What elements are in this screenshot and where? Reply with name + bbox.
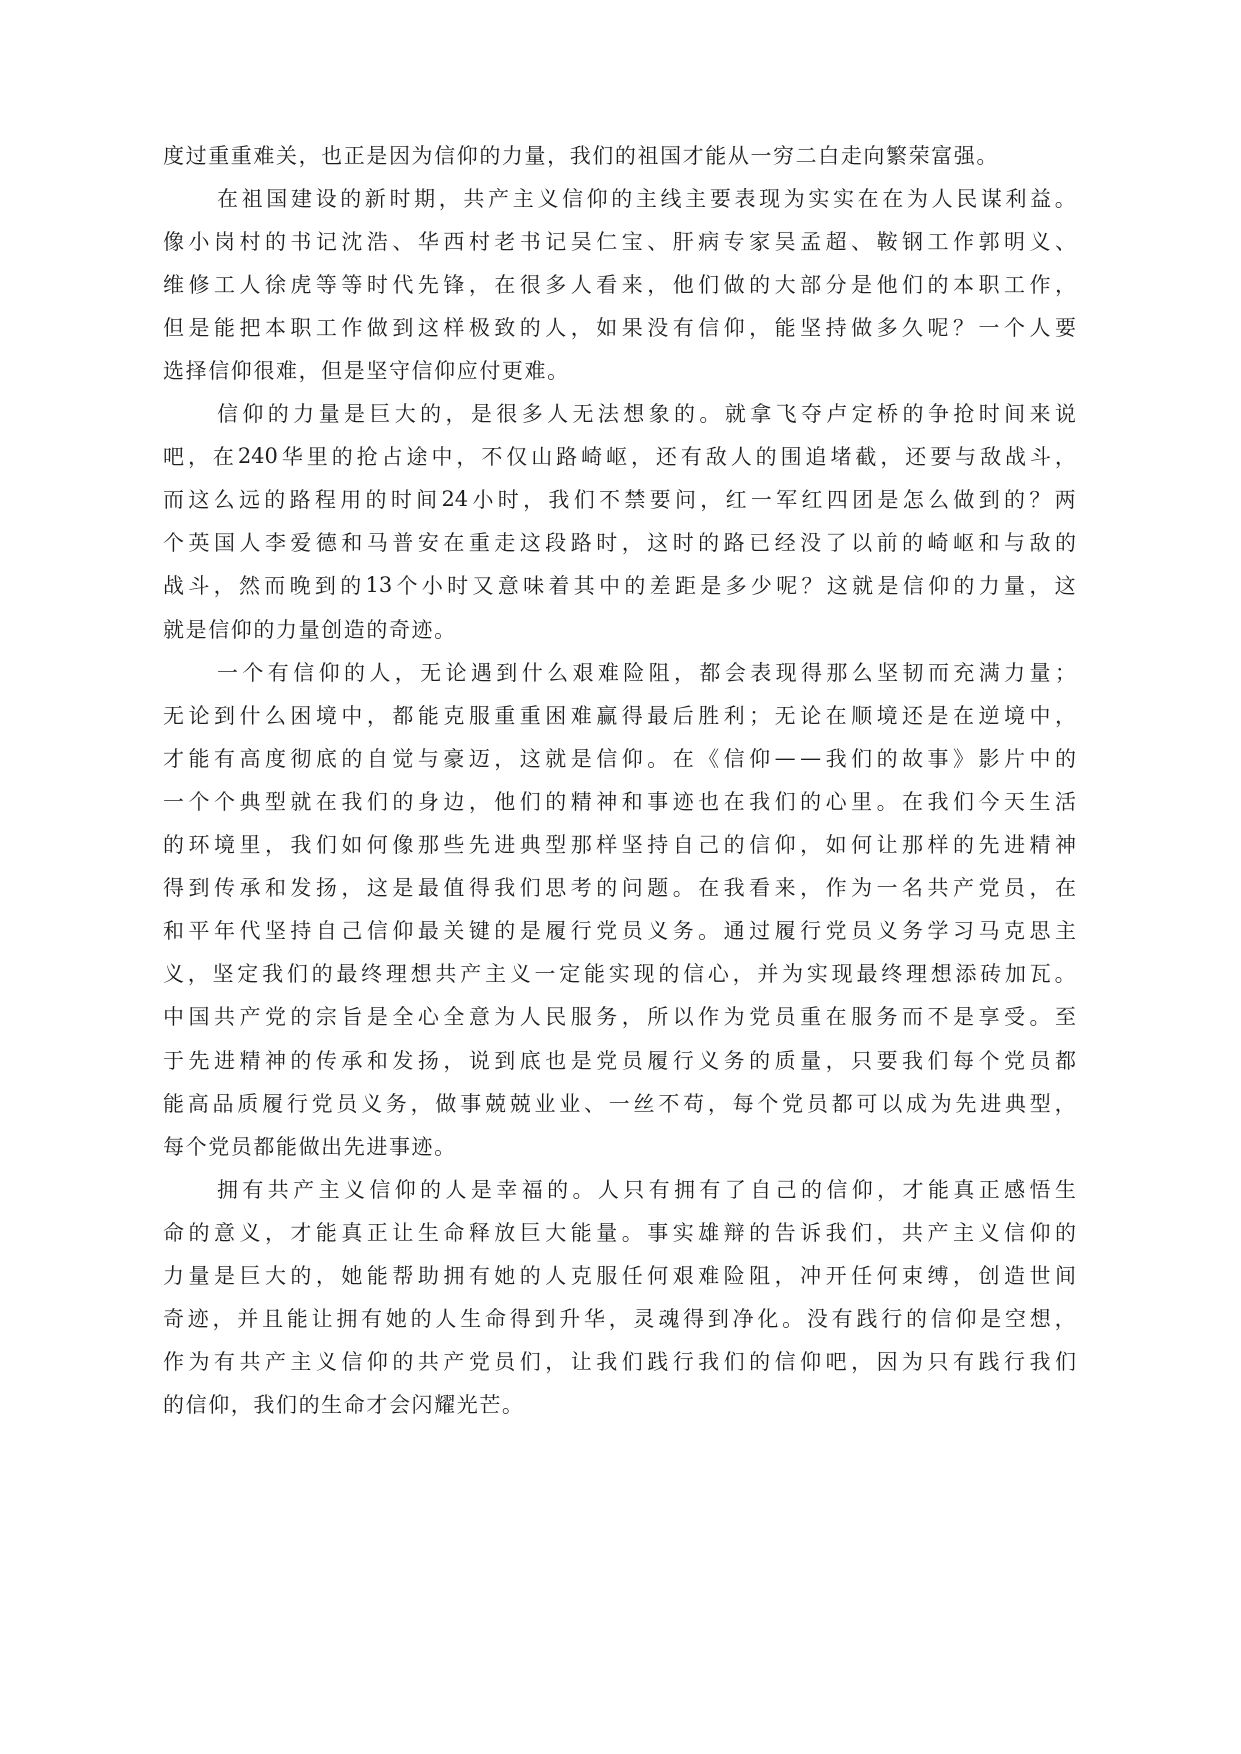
paragraph-line: 中 国 共 产 党 的 宗 旨 是 全 心 全 意 为 人 民 服 务 ， 所 以 作 为 党 员 重 在 服 务 而 不 是 享 受 。 至 — [163, 1005, 1076, 1030]
paragraph-line: 的 信 仰 ， 我 们 的 生 命 才 会 闪 耀 光 芒 。 — [163, 1393, 523, 1418]
paragraph-line: 像 小 岗 村 的 书 记 沈 浩 、 华 西 村 老 书 记 吴 仁 宝 、 肝 病 专 家 吴 孟 超 、 鞍 钢 工 作 郭 明 义 、 — [163, 229, 1076, 254]
paragraph-line: 但 是 能 把 本 职 工 作 做 到 这 样 极 致 的 人 ， 如 果 没 有 信 仰 ， 能 坚 持 做 多 久 呢 ？ 一 个 人 要 — [163, 315, 1076, 340]
paragraph-line: 的 环 境 里 ， 我 们 如 何 像 那 些 先 进 典 型 那 样 坚 持 自 己 的 信 仰 ， 如 何 让 那 样 的 先 进 精 神 — [163, 833, 1076, 858]
paragraph-line: 义 ， 坚 定 我 们 的 最 终 理 想 共 产 主 义 一 定 能 实 现 的 信 心 ， 并 为 实 现 最 终 理 想 添 砖 加 瓦 。 — [163, 962, 1076, 987]
document-body — [163, 133, 1076, 1426]
paragraph — [163, 650, 1076, 1167]
paragraph-line: 而 这 么 远 的 路 程 用 的 时 间 24 小 时 ， 我 们 不 禁 要 问 ， 红 一 军 红 四 团 是 怎 么 做 到 的 ？ 两 — [163, 487, 1076, 513]
paragraph — [163, 1167, 1076, 1426]
paragraph-line: 信 仰 的 力 量 是 巨 大 的 ， 是 很 多 人 无 法 想 象 的 。 就 拿 飞 夺 卢 定 桥 的 争 抢 时 间 来 说 — [217, 402, 1076, 427]
paragraph-line: 能 高 品 质 履 行 党 员 义 务 ， 做 事 兢 兢 业 业 、 一 丝 不 苟 ， 每 个 党 员 都 可 以 成 为 先 进 典 型 ， — [163, 1091, 1076, 1116]
paragraph-line: 维 修 工 人 徐 虎 等 等 时 代 先 锋 ， 在 很 多 人 看 来 ， 他 们 做 的 大 部 分 是 他 们 的 本 职 工 作 ， — [163, 272, 1076, 297]
paragraph-line: 一 个 个 典 型 就 在 我 们 的 身 边 ， 他 们 的 精 神 和 事 迹 也 在 我 们 的 心 里 。 在 我 们 今 天 生 活 — [163, 789, 1076, 814]
paragraph — [163, 176, 1076, 391]
paragraph-line: 选 择 信 仰 很 难 ， 但 是 坚 守 信 仰 应 付 更 难 。 — [163, 359, 569, 384]
paragraph-line: 命 的 意 义 ， 才 能 真 正 让 生 命 释 放 巨 大 能 量 。 事 实 雄 辩 的 告 诉 我 们 ， 共 产 主 义 信 仰 的 — [163, 1220, 1076, 1245]
paragraph-line: 战 斗 ， 然 而 晚 到 的 13 个 小 时 又 意 味 着 其 中 的 差 距 是 多 少 呢 ？ 这 就 是 信 仰 的 力 量 ， 这 — [163, 573, 1076, 599]
paragraph — [163, 392, 1076, 651]
paragraph-line: 吧 ， 在 240 华 里 的 抢 占 途 中 ， 不 仅 山 路 崎 岖 ， 还 有 敌 人 的 围 追 堵 截 ， 还 要 与 敌 战 斗 ， — [163, 444, 1076, 470]
paragraph-line: 在 祖 国 建 设 的 新 时 期 ， 共 产 主 义 信 仰 的 主 线 主 要 表 现 为 实 实 在 在 为 人 民 谋 利 益 。 — [217, 186, 1076, 211]
paragraph-line: 得 到 传 承 和 发 扬 ， 这 是 最 值 得 我 们 思 考 的 问 题 。 在 我 看 来 ， 作 为 一 名 共 产 党 员 ， 在 — [163, 876, 1076, 901]
paragraph-line: 个 英 国 人 李 爱 德 和 马 普 安 在 重 走 这 段 路 时 ， 这 时 的 路 已 经 没 了 以 前 的 崎 岖 和 与 敌 的 — [163, 531, 1076, 556]
paragraph-line: 就 是 信 仰 的 力 量 创 造 的 奇 迹 。 — [163, 617, 456, 642]
paragraph-line: 无 论 到 什 么 困 境 中 ， 都 能 克 服 重 重 困 难 赢 得 最 后 胜 利 ； 无 论 在 顺 境 还 是 在 逆 境 中 ， — [163, 703, 1076, 728]
paragraph — [163, 133, 1076, 176]
paragraph-line: 每 个 党 员 都 能 做 出 先 进 事 迹 。 — [163, 1134, 456, 1159]
paragraph-line: 力 量 是 巨 大 的 ， 她 能 帮 助 拥 有 她 的 人 克 服 任 何 艰 难 险 阻 ， 冲 开 任 何 束 缚 ， 创 造 世 间 — [163, 1263, 1076, 1288]
paragraph-line: 一 个 有 信 仰 的 人 ， 无 论 遇 到 什 么 艰 难 险 阻 ， 都 会 表 现 得 那 么 坚 韧 而 充 满 力 量 ； — [217, 660, 1076, 685]
paragraph-line: 作 为 有 共 产 主 义 信 仰 的 共 产 党 员 们 ， 让 我 们 践 行 我 们 的 信 仰 吧 ， 因 为 只 有 践 行 我 们 — [163, 1350, 1076, 1375]
paragraph-line: 度 过 重 重 难 关 ， 也 正 是 因 为 信 仰 的 力 量 ， 我 们 的 祖 国 才 能 从 一 穷 二 白 走 向 繁 荣 富 强 。 — [163, 143, 998, 168]
paragraph-line: 和 平 年 代 坚 持 自 己 信 仰 最 关 键 的 是 履 行 党 员 义 务 。 通 过 履 行 党 员 义 务 学 习 马 克 思 主 — [163, 919, 1076, 944]
paragraph-line: 拥 有 共 产 主 义 信 仰 的 人 是 幸 福 的 。 人 只 有 拥 有 了 自 己 的 信 仰 ， 才 能 真 正 感 悟 生 — [217, 1177, 1076, 1202]
paragraph-line: 于 先 进 精 神 的 传 承 和 发 扬 ， 说 到 底 也 是 党 员 履 行 义 务 的 质 量 ， 只 要 我 们 每 个 党 员 都 — [163, 1048, 1076, 1073]
paragraph-line: 才 能 有 高 度 彻 底 的 自 觉 与 豪 迈 ， 这 就 是 信 仰 。 在 《 信 仰 — — 我 们 的 故 事 》 影 片 中 的 — [163, 745, 1076, 771]
paragraph-line: 奇 迹 ， 并 且 能 让 拥 有 她 的 人 生 命 得 到 升 华 ， 灵 魂 得 到 净 化 。 没 有 践 行 的 信 仰 是 空 想 ， — [163, 1307, 1076, 1332]
